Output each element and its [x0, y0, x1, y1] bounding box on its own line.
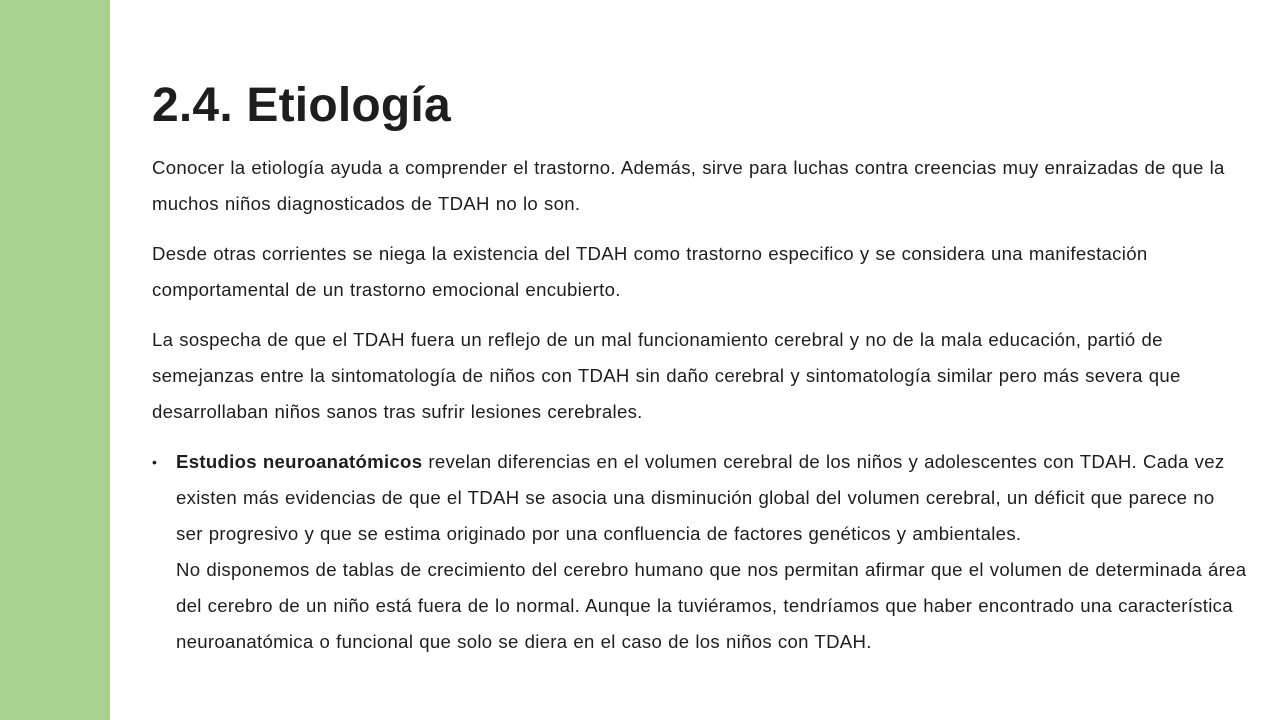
slide-title: 2.4. Etiología: [152, 79, 451, 132]
bullet-term: Estudios neuroanatómicos: [176, 451, 423, 472]
bullet-text: revelan diferencias en el volumen cerebral de los niños y adolescentes con TDAH. Cada vez existen más evidencias de que el TDAH se asocia una disminución global del volumen cerebral, un déficit que parece no ser progresivo y que se estima originado por una confluencia de factores genéticos y ambientales.: [176, 451, 1225, 544]
paragraph-etiologia-intro: Conocer la etiología ayuda a comprender el trastorno. Además, sirve para luchas contra creencias muy enraizadas de que la muchos niños diagnosticados de TDAH no lo son.: [152, 157, 1225, 214]
paragraph-sospecha: La sospecha de que el TDAH fuera un reflejo de un mal funcionamiento cerebral y no de la mala educación, partió de semejanzas entre la sintomatología de niños con TDAH sin daño cerebral y sintomatología similar pero más severa que desarrollaban niños sanos tras sufrir lesiones cerebrales.: [152, 329, 1181, 422]
bullet-estudios-neuroanatomicos: [152, 444, 1247, 660]
slide-body: [152, 150, 1247, 660]
paragraph-otras-corrientes: Desde otras corrientes se niega la existencia del TDAH como trastorno especifico y se considera una manifestación comportamental de un trastorno emocional encubierto.: [152, 243, 1148, 300]
bullet-continuation: No disponemos de tablas de crecimiento del cerebro humano que nos permitan afirmar que el volumen de determinada área del cerebro de un niño está fuera de lo normal. Aunque la tuviéramos, tendríamos que haber encontrado una característica neuroanatómica o funcional que solo se diera en el caso de los niños con TDAH.: [176, 559, 1247, 652]
bullet-dot-icon: •: [152, 454, 158, 470]
slide-content: [152, 0, 1252, 720]
accent-sidebar: [0, 0, 110, 720]
